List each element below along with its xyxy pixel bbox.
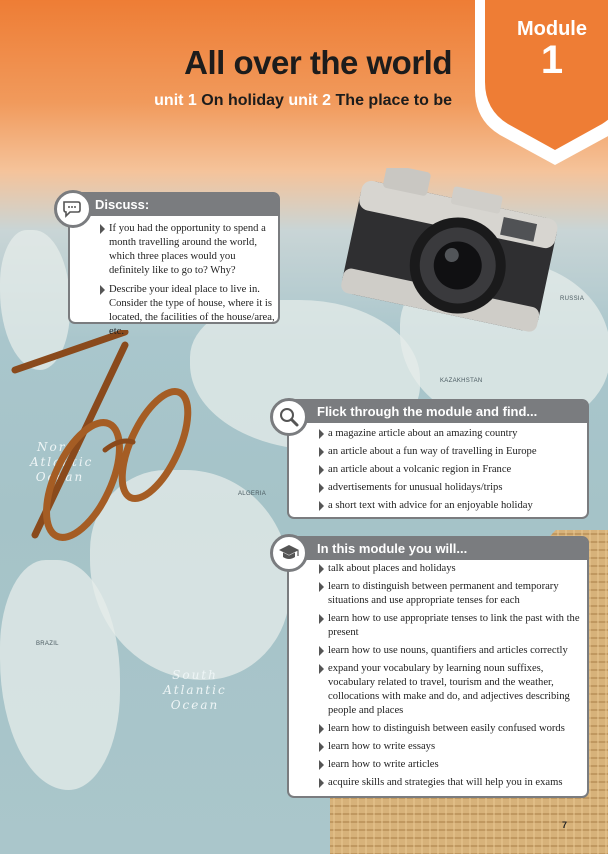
- sunglasses-image: [5, 330, 220, 550]
- page-title: All over the world: [184, 44, 452, 81]
- unit1-name: On holiday: [201, 92, 284, 109]
- discuss-item: Describe your ideal place to live in. Consider the type of house, where it is located, the facilities of the house/area, etc.: [100, 283, 278, 339]
- flick-heading: Flick through the module and find...: [317, 404, 538, 419]
- flick-item: a magazine article about an amazing country: [319, 427, 585, 441]
- module-label: Module: [517, 18, 587, 40]
- module-goal-item: talk about places and holidays: [319, 562, 587, 576]
- flick-item: an article about a fun way of travelling in Europe: [319, 445, 585, 459]
- discuss-list: [100, 222, 278, 344]
- module-goal-item: learn to distinguish between permanent and temporary situations and use appropriate tenses for each: [319, 580, 587, 608]
- unit2-name: The place to be: [335, 92, 452, 109]
- page-number: 7: [562, 820, 568, 830]
- flick-item: an article about a volcanic region in France: [319, 463, 585, 477]
- module-badge: [496, 18, 608, 82]
- map-label-kazakhstan: KAZAKHSTAN: [440, 378, 483, 384]
- unit1-label: unit 1: [154, 92, 197, 109]
- page-subtitle: [0, 92, 452, 110]
- flick-panel: [287, 399, 589, 519]
- sea-label-south-atlantic: South Atlantic Ocean: [163, 668, 227, 712]
- sea-label-north-atlantic: North Atlantic Ocean: [30, 440, 94, 484]
- map-label-algeria: ALGERIA: [238, 491, 267, 497]
- module-number: 1: [540, 38, 564, 82]
- graduation-cap-icon: [270, 534, 308, 572]
- flick-list: [319, 427, 585, 517]
- discuss-item: If you had the opportunity to spend a month travelling around the world, which three places would you definitely like to go to? Why?: [100, 222, 278, 278]
- module-goal-item: learn how to distinguish between easily confused words: [319, 722, 587, 736]
- module-goals-heading-bar: [289, 538, 587, 560]
- map-label-russia: RUSSIA: [560, 296, 585, 302]
- flick-heading-bar: [289, 401, 587, 423]
- camera-image: [328, 168, 564, 358]
- module-goal-item: learn how to write articles: [319, 758, 587, 772]
- module-goals-panel: [287, 536, 589, 798]
- flick-item: a short text with advice for an enjoyable holiday: [319, 499, 585, 513]
- unit2-label: unit 2: [288, 92, 332, 109]
- module-goals-heading: In this module you will...: [317, 541, 468, 556]
- module-goal-item: learn how to use nouns, quantifiers and articles correctly: [319, 644, 587, 658]
- flick-item: advertisements for unusual holidays/trips: [319, 481, 585, 495]
- map-label-brazil: BRAZIL: [36, 641, 59, 647]
- module-goals-list: [319, 562, 587, 794]
- magnifier-icon: [270, 398, 308, 436]
- module-goal-item: acquire skills and strategies that will help you in exams: [319, 776, 587, 790]
- discuss-panel: [68, 192, 280, 337]
- discuss-heading: Discuss:: [95, 197, 150, 212]
- speech-bubble-icon: [54, 190, 92, 228]
- module-goal-item: learn how to write essays: [319, 740, 587, 754]
- module-goal-item: expand your vocabulary by learning noun suffixes, vocabulary related to travel, tourism and the weather, collocations with make and do, and adjectives describing people and places: [319, 662, 587, 718]
- module-goal-item: learn how to use appropriate tenses to link the past with the present: [319, 612, 587, 640]
- discuss-heading-bar: [70, 194, 278, 216]
